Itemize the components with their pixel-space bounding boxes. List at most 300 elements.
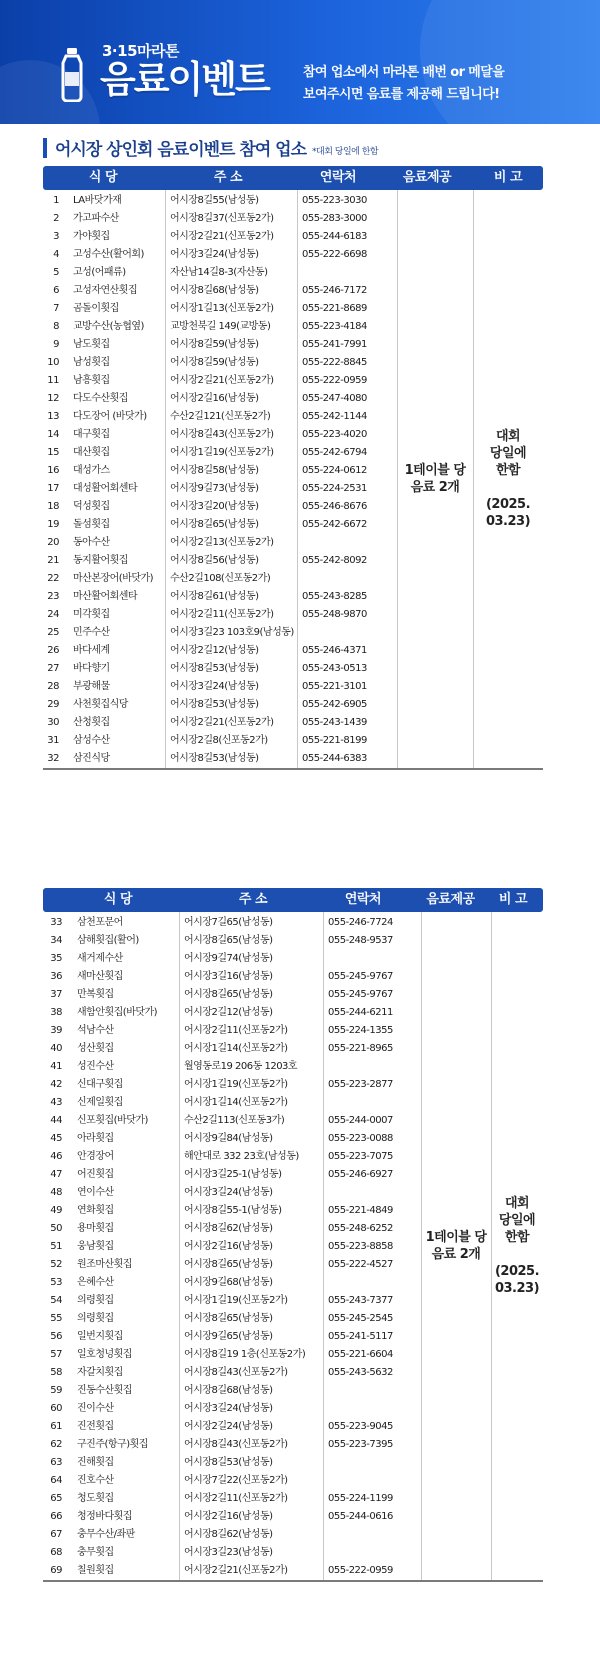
restaurant-name: 다도수산횟집 xyxy=(73,393,128,404)
restaurant-name: 진호수산 xyxy=(77,1475,114,1486)
restaurant-address: 어시장1길19(신포동2가) xyxy=(170,447,274,458)
restaurant-name: 안경장어 xyxy=(77,1151,114,1162)
banner-subtitle: 3·15마라톤 xyxy=(102,42,179,60)
banner-description-line: 참여 업소에서 마라톤 배번 or 메달을 xyxy=(303,65,505,80)
restaurant-name: 구진주(항구)횟집 xyxy=(77,1439,148,1450)
restaurant-name: LA바닷가재 xyxy=(73,195,122,206)
restaurant-name: 고성자연산횟집 xyxy=(73,285,138,296)
restaurant-name: 석남수산 xyxy=(77,1025,114,1036)
restaurant-address: 해안대로 332 23호(남성동) xyxy=(184,1151,299,1162)
table-row xyxy=(43,1238,543,1256)
remark-note: 대회 당일에 한함 (2025. 03.23) xyxy=(485,429,531,529)
table-row xyxy=(43,318,543,336)
restaurant-name: 원조마산횟집 xyxy=(77,1259,132,1270)
restaurant-phone: 055-222-0959 xyxy=(302,375,367,386)
restaurant-address: 어시장8길65(남성동) xyxy=(184,935,273,946)
restaurant-name: 의령횟집 xyxy=(77,1295,114,1306)
restaurant-phone: 055-248-6252 xyxy=(328,1223,393,1234)
table-row xyxy=(43,246,543,264)
restaurant-address: 어시장9길68(남성동) xyxy=(184,1277,273,1288)
table-row xyxy=(43,1508,543,1526)
table-row xyxy=(43,1004,543,1022)
table-row xyxy=(43,1364,543,1382)
restaurant-address: 어시장3길23(남성동) xyxy=(184,1547,273,1558)
row-number: 66 xyxy=(50,1511,62,1522)
restaurant-name: 은혜수산 xyxy=(77,1277,114,1288)
row-number: 8 xyxy=(53,321,59,332)
restaurant-address: 어시장1길14(신포동2가) xyxy=(184,1097,288,1108)
table-row xyxy=(43,1022,543,1040)
restaurant-name: 충무횟집 xyxy=(77,1547,114,1558)
restaurant-phone: 055-243-8285 xyxy=(302,591,367,602)
participants-table-1 xyxy=(43,166,543,770)
restaurant-address: 교방천북길 149(교방동) xyxy=(170,321,271,332)
restaurant-phone: 055-244-0616 xyxy=(328,1511,393,1522)
table-row xyxy=(43,210,543,228)
table-row xyxy=(43,914,543,932)
restaurant-name: 바다세계 xyxy=(73,645,110,656)
restaurant-phone: 055-248-9537 xyxy=(328,935,393,946)
table-body xyxy=(43,912,543,1580)
restaurant-address: 어시장8길59(남성동) xyxy=(170,357,259,368)
restaurant-address: 어시장8길62(남성동) xyxy=(184,1223,273,1234)
restaurant-phone: 055-242-6672 xyxy=(302,519,367,530)
table-row xyxy=(43,1400,543,1418)
restaurant-address: 어시장8길43(신포동2가) xyxy=(184,1439,288,1450)
restaurant-address: 어시장8길55-1(남성동) xyxy=(184,1205,282,1216)
row-number: 45 xyxy=(50,1133,62,1144)
restaurant-name: 대성가스 xyxy=(73,465,110,476)
row-number: 2 xyxy=(53,213,59,224)
row-number: 58 xyxy=(50,1367,62,1378)
restaurant-name: 곰돌이횟집 xyxy=(73,303,119,314)
restaurant-name: 진해횟집 xyxy=(77,1457,114,1468)
restaurant-name: 사천횟집식당 xyxy=(73,699,128,710)
table-row xyxy=(43,642,543,660)
table-row xyxy=(43,1328,543,1346)
restaurant-phone: 055-247-4080 xyxy=(302,393,367,404)
row-number: 36 xyxy=(50,971,62,982)
restaurant-name: 진전횟집 xyxy=(77,1421,114,1432)
table-row xyxy=(43,390,543,408)
heading-bar xyxy=(43,138,47,158)
restaurant-name: 남흥횟집 xyxy=(73,375,110,386)
restaurant-address: 어시장8길37(신포동2가) xyxy=(170,213,274,224)
row-number: 12 xyxy=(47,393,59,404)
restaurant-address: 어시장8길65(남성동) xyxy=(184,1259,273,1270)
table-row xyxy=(43,1202,543,1220)
banner-description xyxy=(303,62,504,106)
row-number: 50 xyxy=(50,1223,62,1234)
row-number: 52 xyxy=(50,1259,62,1270)
restaurant-phone: 055-224-1199 xyxy=(328,1493,393,1504)
restaurant-name: 일호청넝횟집 xyxy=(77,1349,132,1360)
event-banner xyxy=(0,0,600,124)
restaurant-phone: 055-243-1439 xyxy=(302,717,367,728)
restaurant-name: 청정바다횟집 xyxy=(77,1511,132,1522)
restaurant-name: 동지활어횟집 xyxy=(73,555,128,566)
row-number: 40 xyxy=(50,1043,62,1054)
table-row xyxy=(43,1292,543,1310)
header-remark: 비 고 xyxy=(493,170,523,185)
restaurant-name: 신제일횟집 xyxy=(77,1097,123,1108)
restaurant-phone: 055-244-6211 xyxy=(328,1007,393,1018)
row-number: 47 xyxy=(50,1169,62,1180)
restaurant-phone: 055-221-8965 xyxy=(328,1043,393,1054)
table-row xyxy=(43,354,543,372)
table-row xyxy=(43,1490,543,1508)
drink-offer: 1테이블 당 음료 2개 xyxy=(404,463,466,495)
table-row xyxy=(43,300,543,318)
row-number: 17 xyxy=(47,483,59,494)
header-drink: 음료제공 xyxy=(426,892,475,907)
restaurant-name: 의령횟집 xyxy=(77,1313,114,1324)
table-row xyxy=(43,1058,543,1076)
banner-title: 음료이벤트 xyxy=(100,58,269,101)
restaurant-phone: 055-222-8845 xyxy=(302,357,367,368)
restaurant-phone: 055-246-4371 xyxy=(302,645,367,656)
row-number: 25 xyxy=(47,627,59,638)
table-row xyxy=(43,1544,543,1562)
restaurant-address: 어시장3길25-1(남성동) xyxy=(184,1169,282,1180)
restaurant-phone: 055-221-8199 xyxy=(302,735,367,746)
restaurant-phone: 055-224-1355 xyxy=(328,1025,393,1036)
row-number: 64 xyxy=(50,1475,62,1486)
row-number: 62 xyxy=(50,1439,62,1450)
restaurant-address: 어시장8길68(남성동) xyxy=(184,1385,273,1396)
restaurant-address: 어시장1길14(신포동2가) xyxy=(184,1043,288,1054)
row-number: 11 xyxy=(47,375,59,386)
restaurant-name: 어진횟집 xyxy=(77,1169,114,1180)
table-row xyxy=(43,444,543,462)
row-number: 29 xyxy=(47,699,59,710)
drink-offer: 1테이블 당 음료 2개 xyxy=(425,1230,487,1262)
row-number: 63 xyxy=(50,1457,62,1468)
row-number: 41 xyxy=(50,1061,62,1072)
row-number: 22 xyxy=(47,573,59,584)
row-number: 18 xyxy=(47,501,59,512)
table-body xyxy=(43,190,543,768)
restaurant-name: 용마횟집 xyxy=(77,1223,114,1234)
restaurant-address: 어시장3길24(남성동) xyxy=(170,249,259,260)
restaurant-name: 삼진식당 xyxy=(73,753,110,764)
restaurant-address: 어시장3길24(남성동) xyxy=(184,1187,273,1198)
restaurant-address: 어시장1길19(신포동2가) xyxy=(184,1079,288,1090)
restaurant-address: 수산2길121(신포동2가) xyxy=(170,411,271,422)
row-number: 9 xyxy=(53,339,59,350)
restaurant-phone: 055-283-3000 xyxy=(302,213,367,224)
restaurant-address: 어시장2길16(남성동) xyxy=(184,1511,273,1522)
row-number: 69 xyxy=(50,1565,62,1576)
restaurant-name: 신포횟집(바닷가) xyxy=(77,1115,148,1126)
restaurant-name: 가야횟집 xyxy=(73,231,110,242)
restaurant-address: 어시장3길23 103호9(남성동) xyxy=(170,627,294,638)
restaurant-name: 대구횟집 xyxy=(73,429,110,440)
restaurant-address: 어시장8길65(남성동) xyxy=(184,989,273,1000)
restaurant-address: 어시장2길21(신포동2가) xyxy=(170,717,274,728)
restaurant-address: 어시장3길16(남성동) xyxy=(184,971,273,982)
table-row xyxy=(43,1436,543,1454)
restaurant-name: 칠원횟집 xyxy=(77,1565,114,1576)
restaurant-name: 진동수산횟집 xyxy=(77,1385,132,1396)
row-number: 32 xyxy=(47,753,59,764)
table-header xyxy=(43,166,543,190)
restaurant-phone: 055-245-9767 xyxy=(328,971,393,982)
restaurant-address: 어시장9길65(남성동) xyxy=(184,1331,273,1342)
restaurant-phone: 055-224-2531 xyxy=(302,483,367,494)
row-number: 21 xyxy=(47,555,59,566)
restaurant-phone: 055-241-7991 xyxy=(302,339,367,350)
restaurant-name: 대성활어회센타 xyxy=(73,483,138,494)
section-note: *대회 당일에 한함 xyxy=(312,147,379,157)
row-number: 30 xyxy=(47,717,59,728)
table-row xyxy=(43,624,543,642)
row-number: 23 xyxy=(47,591,59,602)
row-number: 13 xyxy=(47,411,59,422)
table-row xyxy=(43,986,543,1004)
row-number: 1 xyxy=(53,195,59,206)
row-number: 19 xyxy=(47,519,59,530)
table-row xyxy=(43,282,543,300)
restaurant-phone: 055-246-6927 xyxy=(328,1169,393,1180)
restaurant-address: 어시장9길74(남성동) xyxy=(184,953,273,964)
restaurant-phone: 055-248-9870 xyxy=(302,609,367,620)
restaurant-name: 고성(어패류) xyxy=(73,267,126,278)
restaurant-name: 산청횟집 xyxy=(73,717,110,728)
restaurant-phone: 055-223-9045 xyxy=(328,1421,393,1432)
row-number: 33 xyxy=(50,917,62,928)
table-row xyxy=(43,1256,543,1274)
restaurant-name: 충무수산/좌판 xyxy=(77,1529,135,1540)
restaurant-address: 어시장8길19 1층(신포동2가) xyxy=(184,1349,306,1360)
table-row xyxy=(43,1418,543,1436)
table-row xyxy=(43,480,543,498)
table-row xyxy=(43,498,543,516)
table-row xyxy=(43,462,543,480)
restaurant-address: 어시장8길53(남성동) xyxy=(170,663,259,674)
restaurant-address: 어시장1길13(신포동2가) xyxy=(170,303,274,314)
table-row xyxy=(43,1346,543,1364)
restaurant-name: 교방수산(농협옆) xyxy=(73,321,144,332)
row-number: 14 xyxy=(47,429,59,440)
restaurant-address: 어시장2길11(신포동2가) xyxy=(170,609,274,620)
row-number: 39 xyxy=(50,1025,62,1036)
row-number: 54 xyxy=(50,1295,62,1306)
row-number: 7 xyxy=(53,303,59,314)
restaurant-address: 월영동로19 206동 1203호 xyxy=(184,1061,298,1072)
restaurant-name: 연이수산 xyxy=(77,1187,114,1198)
restaurant-name: 삼천포문어 xyxy=(77,917,123,928)
row-number: 51 xyxy=(50,1241,62,1252)
table-row xyxy=(43,1562,543,1580)
header-contact: 연락처 xyxy=(319,170,357,185)
restaurant-address: 어시장3길24(남성동) xyxy=(184,1403,273,1414)
restaurant-phone: 055-223-7075 xyxy=(328,1151,393,1162)
restaurant-address: 수산2길113(신포동3가) xyxy=(184,1115,285,1126)
row-number: 44 xyxy=(50,1115,62,1126)
restaurant-phone: 055-242-6794 xyxy=(302,447,367,458)
table-row xyxy=(43,1076,543,1094)
row-number: 46 xyxy=(50,1151,62,1162)
restaurant-address: 어시장8길68(남성동) xyxy=(170,285,259,296)
restaurant-phone: 055-242-6905 xyxy=(302,699,367,710)
table-row xyxy=(43,1184,543,1202)
table-row xyxy=(43,732,543,750)
restaurant-phone: 055-244-6183 xyxy=(302,231,367,242)
row-number: 67 xyxy=(50,1529,62,1540)
restaurant-address: 어시장8길53(남성동) xyxy=(170,753,259,764)
restaurant-name: 만복횟집 xyxy=(77,989,114,1000)
table-row xyxy=(43,372,543,390)
header-contact: 연락처 xyxy=(344,892,382,907)
restaurant-name: 미각횟집 xyxy=(73,609,110,620)
restaurant-address: 어시장2길11(신포동2가) xyxy=(184,1493,288,1504)
row-number: 24 xyxy=(47,609,59,620)
restaurant-address: 어시장8길56(남성동) xyxy=(170,555,259,566)
table-row xyxy=(43,1220,543,1238)
restaurant-phone: 055-244-0007 xyxy=(328,1115,393,1126)
row-number: 16 xyxy=(47,465,59,476)
restaurant-name: 가고파수산 xyxy=(73,213,119,224)
row-number: 27 xyxy=(47,663,59,674)
restaurant-phone: 055-245-9767 xyxy=(328,989,393,1000)
table-row xyxy=(43,1454,543,1472)
restaurant-address: 어시장8길65(남성동) xyxy=(184,1313,273,1324)
restaurant-name: 돌섬횟집 xyxy=(73,519,110,530)
header-address: 주 소 xyxy=(238,892,268,907)
restaurant-address: 어시장2길21(신포동2가) xyxy=(170,375,274,386)
restaurant-name: 부광해물 xyxy=(73,681,110,692)
restaurant-phone: 055-224-0612 xyxy=(302,465,367,476)
restaurant-phone: 055-221-3101 xyxy=(302,681,367,692)
restaurant-name: 일번지횟집 xyxy=(77,1331,123,1342)
restaurant-name: 다도장어 (바닷가) xyxy=(73,411,147,422)
restaurant-address: 어시장2길16(남성동) xyxy=(184,1241,273,1252)
restaurant-name: 새마산횟집 xyxy=(77,971,123,982)
table-row xyxy=(43,534,543,552)
restaurant-address: 어시장2길13(신포동2가) xyxy=(170,537,274,548)
restaurant-address: 어시장8길55(남성동) xyxy=(170,195,259,206)
header-remark: 비 고 xyxy=(498,892,528,907)
row-number: 68 xyxy=(50,1547,62,1558)
row-number: 20 xyxy=(47,537,59,548)
restaurant-name: 민주수산 xyxy=(73,627,110,638)
restaurant-phone: 055-243-0513 xyxy=(302,663,367,674)
restaurant-name: 대산횟집 xyxy=(73,447,110,458)
restaurant-phone: 055-244-6383 xyxy=(302,753,367,764)
restaurant-address: 어시장9길84(남성동) xyxy=(184,1133,273,1144)
restaurant-address: 어시장8길62(남성동) xyxy=(184,1529,273,1540)
restaurant-phone: 055-223-0088 xyxy=(328,1133,393,1144)
bottle-icon xyxy=(58,48,86,102)
row-number: 43 xyxy=(50,1097,62,1108)
section-heading xyxy=(43,136,378,160)
table-row xyxy=(43,660,543,678)
participants-table-2 xyxy=(43,888,543,1582)
table-row xyxy=(43,1148,543,1166)
section-title: 어시장 상인회 음료이벤트 참여 업소 xyxy=(55,140,307,160)
restaurant-address: 어시장2길12(남성동) xyxy=(184,1007,273,1018)
table-row xyxy=(43,408,543,426)
row-number: 53 xyxy=(50,1277,62,1288)
table-row xyxy=(43,264,543,282)
table-row xyxy=(43,570,543,588)
restaurant-phone: 055-246-7724 xyxy=(328,917,393,928)
header-address: 주 소 xyxy=(213,170,243,185)
table-row xyxy=(43,228,543,246)
table-row xyxy=(43,552,543,570)
restaurant-phone: 055-223-8858 xyxy=(328,1241,393,1252)
restaurant-address: 어시장7길65(남성동) xyxy=(184,917,273,928)
banner-description-line: 보여주시면 음료를 제공해 드립니다! xyxy=(303,87,500,102)
table-row xyxy=(43,714,543,732)
restaurant-address: 자산남14길8-3(자산동) xyxy=(170,267,268,278)
restaurant-name: 남도횟집 xyxy=(73,339,110,350)
restaurant-name: 아라횟집 xyxy=(77,1133,114,1144)
table-row xyxy=(43,950,543,968)
restaurant-address: 어시장8길65(남성동) xyxy=(170,519,259,530)
row-number: 28 xyxy=(47,681,59,692)
restaurant-name: 동아수산 xyxy=(73,537,110,548)
row-number: 60 xyxy=(50,1403,62,1414)
restaurant-address: 어시장3길24(남성동) xyxy=(170,681,259,692)
table-row xyxy=(43,336,543,354)
restaurant-address: 어시장1길19(신포동2가) xyxy=(184,1295,288,1306)
restaurant-phone: 055-246-8676 xyxy=(302,501,367,512)
table-row xyxy=(43,192,543,210)
restaurant-phone: 055-245-2545 xyxy=(328,1313,393,1324)
restaurant-name: 자갈치횟집 xyxy=(77,1367,123,1378)
row-number: 15 xyxy=(47,447,59,458)
restaurant-phone: 055-223-4184 xyxy=(302,321,367,332)
restaurant-name: 삼해횟집(활어) xyxy=(77,935,139,946)
restaurant-phone: 055-246-7172 xyxy=(302,285,367,296)
restaurant-name: 바다향기 xyxy=(73,663,110,674)
restaurant-address: 어시장8길43(신포동2가) xyxy=(170,429,274,440)
row-number: 6 xyxy=(53,285,59,296)
restaurant-phone: 055-222-4527 xyxy=(328,1259,393,1270)
restaurant-address: 어시장7길22(신포동2가) xyxy=(184,1475,288,1486)
restaurant-phone: 055-221-6604 xyxy=(328,1349,393,1360)
restaurant-address: 어시장8길59(남성동) xyxy=(170,339,259,350)
restaurant-phone: 055-241-5117 xyxy=(328,1331,393,1342)
restaurant-phone: 055-223-7395 xyxy=(328,1439,393,1450)
row-number: 35 xyxy=(50,953,62,964)
restaurant-address: 어시장9길73(남성동) xyxy=(170,483,259,494)
row-number: 56 xyxy=(50,1331,62,1342)
table-row xyxy=(43,678,543,696)
table-row xyxy=(43,1382,543,1400)
table-row xyxy=(43,1112,543,1130)
table-row xyxy=(43,588,543,606)
restaurant-phone: 055-223-2877 xyxy=(328,1079,393,1090)
restaurant-address: 수산2길108(신포동2가) xyxy=(170,573,271,584)
restaurant-phone: 055-243-5632 xyxy=(328,1367,393,1378)
table-row xyxy=(43,1040,543,1058)
row-number: 5 xyxy=(53,267,59,278)
row-number: 49 xyxy=(50,1205,62,1216)
header-restaurant: 식 당 xyxy=(103,892,133,907)
table-row xyxy=(43,516,543,534)
restaurant-address: 어시장8길53(남성동) xyxy=(184,1457,273,1468)
restaurant-address: 어시장8길43(신포동2가) xyxy=(184,1367,288,1378)
restaurant-name: 마산활어회센타 xyxy=(73,591,138,602)
table-row xyxy=(43,606,543,624)
restaurant-address: 어시장2길12(남성동) xyxy=(170,645,259,656)
restaurant-name: 새거제수산 xyxy=(77,953,123,964)
row-number: 31 xyxy=(47,735,59,746)
row-number: 42 xyxy=(50,1079,62,1090)
